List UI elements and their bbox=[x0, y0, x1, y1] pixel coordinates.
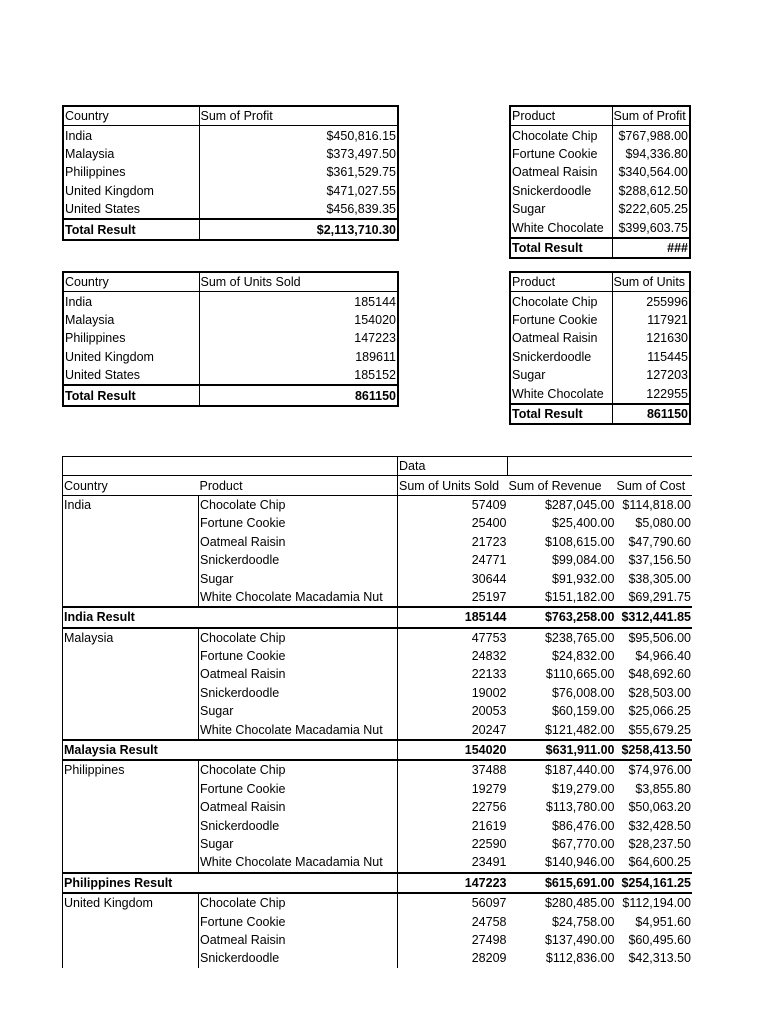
units-cell: 189611 bbox=[199, 348, 398, 366]
column-header: Sum of Profit bbox=[199, 106, 398, 126]
revenue-cell: $113,780.00 bbox=[545, 800, 615, 815]
empty-cell bbox=[508, 457, 693, 476]
revenue-cell: $140,946.00 bbox=[544, 855, 615, 870]
profit-by-country-table bbox=[62, 105, 399, 241]
country-cell: United States bbox=[65, 368, 141, 383]
table-row bbox=[510, 163, 690, 181]
profit-cell: $340,564.00 bbox=[612, 163, 690, 181]
group-result-row bbox=[63, 607, 693, 627]
table-header-row bbox=[63, 272, 398, 292]
group-result-label: Malaysia Result bbox=[63, 740, 398, 760]
product-cell: Snickerdoodle bbox=[512, 183, 592, 198]
revenue-cell: $24,832.00 bbox=[551, 649, 615, 664]
table-row bbox=[63, 126, 398, 145]
table-row bbox=[510, 200, 690, 218]
units-cell: 255996 bbox=[612, 292, 690, 311]
group-result-units: 185144 bbox=[398, 607, 508, 627]
units-cell: 22756 bbox=[398, 798, 508, 816]
table-header-row bbox=[510, 106, 690, 126]
table-row bbox=[510, 311, 690, 329]
table-row bbox=[63, 329, 398, 347]
cost-cell: $64,600.25 bbox=[628, 855, 691, 870]
group-result-units: 154020 bbox=[398, 740, 508, 760]
units-cell: 147223 bbox=[199, 329, 398, 347]
column-header: Sum of Units Sold bbox=[199, 272, 398, 292]
revenue-cell: $137,490.00 bbox=[544, 932, 615, 947]
column-header: Sum of Cost bbox=[616, 476, 693, 495]
revenue-cell: $121,482.00 bbox=[544, 722, 615, 737]
revenue-cell: $110,665.00 bbox=[545, 667, 615, 682]
product-cell: Chocolate Chip bbox=[199, 760, 398, 779]
table-row bbox=[510, 145, 690, 163]
table-row bbox=[63, 853, 693, 872]
table-row bbox=[63, 647, 693, 665]
total-value: 861150 bbox=[199, 385, 398, 405]
cost-cell: $95,506.00 bbox=[616, 628, 693, 647]
revenue-cell: $60,159.00 bbox=[551, 704, 615, 719]
units-cell: 25400 bbox=[398, 514, 508, 532]
empty-cell bbox=[63, 912, 199, 930]
table-row bbox=[63, 569, 693, 587]
country-cell: Philippines bbox=[65, 331, 126, 346]
units-cell: 185152 bbox=[199, 366, 398, 385]
group-result-cost: $258,413.50 bbox=[616, 740, 693, 760]
table-row bbox=[510, 182, 690, 200]
product-cell: Snickerdoodle bbox=[199, 551, 398, 569]
product-cell: White Chocolate Macadamia Nut bbox=[199, 588, 398, 607]
profit-cell: $222,605.25 bbox=[612, 200, 690, 218]
empty-cell bbox=[63, 588, 199, 607]
total-label: Total Result bbox=[510, 238, 612, 258]
table-row bbox=[63, 628, 693, 647]
country-cell: United States bbox=[65, 202, 141, 217]
revenue-cell: $91,932.00 bbox=[551, 571, 615, 586]
empty-cell bbox=[199, 457, 398, 476]
cost-cell: $114,818.00 bbox=[622, 497, 691, 512]
table-header-row bbox=[63, 476, 693, 495]
group-result-row bbox=[63, 740, 693, 760]
total-value: $2,113,710.30 bbox=[199, 219, 398, 239]
product-cell: Sugar bbox=[512, 368, 546, 383]
country-cell: Malaysia bbox=[63, 628, 199, 647]
empty-cell bbox=[63, 931, 199, 949]
table-row bbox=[63, 514, 693, 532]
data-label: Data bbox=[398, 457, 508, 476]
product-cell: Chocolate Chip bbox=[199, 628, 398, 647]
cost-cell: $37,156.50 bbox=[628, 553, 691, 568]
cost-cell: $5,080.00 bbox=[635, 516, 691, 531]
data-label-row bbox=[63, 457, 693, 476]
profit-cell: $399,603.75 bbox=[612, 218, 690, 237]
units-cell: 37488 bbox=[398, 760, 508, 779]
cost-cell: $48,692.60 bbox=[628, 667, 691, 682]
product-cell: White Chocolate Macadamia Nut bbox=[199, 853, 398, 872]
product-cell: Fortune Cookie bbox=[199, 780, 398, 798]
group-result-label: India Result bbox=[63, 607, 398, 627]
revenue-cell: $108,615.00 bbox=[544, 534, 615, 549]
group-result-units: 147223 bbox=[398, 873, 508, 893]
country-cell: United Kingdom bbox=[65, 349, 154, 364]
table-row bbox=[63, 495, 693, 514]
cost-cell: $4,951.60 bbox=[635, 914, 691, 929]
cost-cell: $38,305.00 bbox=[628, 571, 691, 586]
units-cell: 19279 bbox=[398, 780, 508, 798]
total-value: ### bbox=[612, 238, 690, 258]
table-row bbox=[63, 798, 693, 816]
column-header: Sum of Revenue bbox=[508, 476, 616, 495]
units-cell: 22133 bbox=[398, 665, 508, 683]
column-header: Country bbox=[63, 476, 199, 495]
table-row bbox=[63, 780, 693, 798]
product-cell: Sugar bbox=[199, 569, 398, 587]
group-result-revenue: $763,258.00 bbox=[508, 607, 616, 627]
table-row bbox=[63, 588, 693, 607]
table-row bbox=[63, 893, 693, 912]
table-row bbox=[63, 816, 693, 834]
column-header: Product bbox=[199, 476, 398, 495]
empty-cell bbox=[63, 702, 199, 720]
cost-cell: $55,679.25 bbox=[628, 722, 691, 737]
product-cell: Oatmeal Raisin bbox=[199, 665, 398, 683]
total-row bbox=[510, 404, 690, 424]
country-cell: Philippines bbox=[63, 760, 199, 779]
cost-cell: $47,790.60 bbox=[628, 534, 691, 549]
revenue-cell: $287,045.00 bbox=[544, 497, 615, 512]
product-cell: Snickerdoodle bbox=[199, 949, 398, 967]
revenue-cell: $25,400.00 bbox=[551, 516, 615, 531]
country-cell: Malaysia bbox=[65, 146, 115, 161]
cost-cell: $32,428.50 bbox=[628, 818, 691, 833]
empty-cell bbox=[63, 780, 199, 798]
country-cell: Philippines bbox=[65, 165, 126, 180]
table-row bbox=[63, 348, 398, 366]
table-row bbox=[63, 292, 398, 311]
table-row bbox=[510, 126, 690, 145]
table-row bbox=[510, 384, 690, 403]
table-row bbox=[63, 912, 693, 930]
units-cell: 19002 bbox=[398, 684, 508, 702]
profit-cell: $471,027.55 bbox=[199, 182, 398, 200]
revenue-cell: $99,084.00 bbox=[551, 553, 615, 568]
column-header: Country bbox=[65, 109, 109, 124]
table-row bbox=[63, 949, 693, 967]
units-cell: 47753 bbox=[398, 628, 508, 647]
product-cell: Sugar bbox=[199, 835, 398, 853]
table-row bbox=[63, 551, 693, 569]
profit-cell: $450,816.15 bbox=[199, 126, 398, 145]
profit-cell: $373,497.50 bbox=[199, 145, 398, 163]
profit-by-product-table bbox=[509, 105, 691, 259]
total-row bbox=[510, 238, 690, 258]
product-cell: Snickerdoodle bbox=[199, 684, 398, 702]
product-cell: Sugar bbox=[199, 702, 398, 720]
country-cell: Malaysia bbox=[65, 312, 115, 327]
units-cell: 21723 bbox=[398, 533, 508, 551]
empty-cell bbox=[63, 514, 199, 532]
units-cell: 117921 bbox=[612, 311, 690, 329]
table-header-row bbox=[510, 272, 690, 292]
revenue-cell: $67,770.00 bbox=[551, 837, 615, 851]
country-cell: India bbox=[63, 126, 199, 145]
product-cell: Chocolate Chip bbox=[199, 495, 398, 514]
cost-cell: $28,237.50 bbox=[628, 837, 691, 851]
revenue-cell: $238,765.00 bbox=[508, 628, 616, 647]
column-header: Country bbox=[65, 275, 109, 290]
table-header-row bbox=[63, 106, 398, 126]
empty-cell bbox=[63, 853, 199, 872]
table-row bbox=[63, 145, 398, 163]
product-cell: Chocolate Chip bbox=[199, 893, 398, 912]
cost-cell: $112,194.00 bbox=[616, 893, 693, 912]
table-row bbox=[63, 366, 398, 385]
empty-cell bbox=[63, 665, 199, 683]
total-row bbox=[63, 385, 398, 405]
total-label: Total Result bbox=[63, 385, 199, 405]
table-row bbox=[63, 665, 693, 683]
empty-cell bbox=[63, 949, 199, 967]
profit-cell: $361,529.75 bbox=[199, 163, 398, 181]
cost-cell: $4,966.40 bbox=[635, 649, 691, 664]
revenue-cell: $187,440.00 bbox=[508, 760, 616, 779]
product-cell: White Chocolate Macadamia Nut bbox=[199, 720, 398, 739]
empty-cell bbox=[63, 569, 199, 587]
table-row bbox=[510, 218, 690, 237]
product-cell: Chocolate Chip bbox=[510, 292, 612, 311]
units-cell: 56097 bbox=[398, 893, 508, 912]
group-result-revenue: $615,691.00 bbox=[508, 873, 616, 893]
total-row bbox=[63, 219, 398, 239]
product-cell: Fortune Cookie bbox=[512, 146, 598, 161]
table-row bbox=[510, 329, 690, 347]
product-cell: Fortune Cookie bbox=[512, 312, 598, 327]
product-cell: Oatmeal Raisin bbox=[199, 798, 398, 816]
units-cell: 20247 bbox=[398, 720, 508, 739]
column-header: Product bbox=[512, 109, 556, 124]
cost-cell: $69,291.75 bbox=[628, 589, 691, 604]
column-header: Sum of Profit bbox=[612, 106, 690, 126]
empty-cell bbox=[63, 816, 199, 834]
group-result-row bbox=[63, 873, 693, 893]
empty-cell bbox=[63, 835, 199, 853]
country-cell: India bbox=[64, 497, 92, 512]
group-result-label: Philippines Result bbox=[63, 873, 398, 893]
column-header: Sum of Units bbox=[612, 272, 690, 292]
product-cell: Snickerdoodle bbox=[512, 349, 592, 364]
column-header: Product bbox=[512, 275, 556, 290]
group-result-cost: $312,441.85 bbox=[616, 607, 693, 627]
cost-cell: $3,855.80 bbox=[635, 781, 691, 796]
product-cell: Chocolate Chip bbox=[510, 126, 612, 145]
product-cell: Fortune Cookie bbox=[199, 514, 398, 532]
detail-pivot-table bbox=[62, 456, 692, 968]
units-cell: 122955 bbox=[612, 384, 690, 403]
product-cell: Snickerdoodle bbox=[199, 816, 398, 834]
units-cell: 121630 bbox=[612, 329, 690, 347]
empty-cell bbox=[63, 533, 199, 551]
units-cell: 185144 bbox=[199, 292, 398, 311]
units-cell: 154020 bbox=[199, 311, 398, 329]
product-cell: Fortune Cookie bbox=[199, 647, 398, 665]
empty-cell bbox=[63, 457, 199, 476]
product-cell: White Chocolate bbox=[512, 386, 604, 401]
table-row bbox=[63, 702, 693, 720]
units-cell: 127203 bbox=[612, 366, 690, 384]
units-cell: 57409 bbox=[398, 495, 508, 514]
units-cell: 27498 bbox=[398, 931, 508, 949]
units-cell: 24832 bbox=[398, 647, 508, 665]
table-row bbox=[63, 684, 693, 702]
table-row bbox=[63, 720, 693, 739]
units-cell: 30644 bbox=[398, 569, 508, 587]
table-row bbox=[63, 533, 693, 551]
empty-cell bbox=[63, 798, 199, 816]
total-label: Total Result bbox=[510, 404, 612, 424]
group-result-cost: $254,161.25 bbox=[616, 873, 693, 893]
total-label: Total Result bbox=[63, 219, 199, 239]
cost-cell: $50,063.20 bbox=[628, 800, 691, 815]
column-header: Sum of Units Sold bbox=[398, 476, 508, 495]
empty-cell bbox=[63, 720, 199, 739]
units-cell: 21619 bbox=[398, 816, 508, 834]
units-cell: 25197 bbox=[398, 588, 508, 607]
product-cell: Oatmeal Raisin bbox=[199, 533, 398, 551]
table-row bbox=[63, 760, 693, 779]
profit-cell: $456,839.35 bbox=[199, 200, 398, 219]
units-cell: 115445 bbox=[612, 348, 690, 366]
cost-cell: $25,066.25 bbox=[628, 704, 691, 719]
table-row bbox=[63, 931, 693, 949]
empty-cell bbox=[63, 647, 199, 665]
group-result-revenue: $631,911.00 bbox=[508, 740, 616, 760]
revenue-cell: $151,182.00 bbox=[544, 589, 615, 604]
revenue-cell: $24,758.00 bbox=[551, 914, 615, 929]
revenue-cell: $112,836.00 bbox=[545, 951, 615, 966]
units-cell: 23491 bbox=[398, 853, 508, 872]
profit-cell: $288,612.50 bbox=[612, 182, 690, 200]
units-by-country-table bbox=[62, 271, 399, 407]
product-cell: Oatmeal Raisin bbox=[512, 165, 598, 180]
units-cell: 24771 bbox=[398, 551, 508, 569]
country-cell: India bbox=[63, 292, 199, 311]
table-row bbox=[63, 163, 398, 181]
total-value: 861150 bbox=[612, 404, 690, 424]
cost-cell: $28,503.00 bbox=[628, 685, 691, 700]
units-cell: 20053 bbox=[398, 702, 508, 720]
cost-cell: $60,495.60 bbox=[628, 932, 691, 947]
table-row bbox=[63, 182, 398, 200]
units-cell: 22590 bbox=[398, 835, 508, 853]
table-row bbox=[510, 348, 690, 366]
product-cell: Sugar bbox=[512, 202, 546, 217]
profit-cell: $94,336.80 bbox=[612, 145, 690, 163]
country-cell: United Kingdom bbox=[63, 893, 199, 912]
revenue-cell: $86,476.00 bbox=[551, 818, 615, 833]
table-row bbox=[63, 311, 398, 329]
revenue-cell: $19,279.00 bbox=[551, 781, 615, 796]
revenue-cell: $280,485.00 bbox=[508, 893, 616, 912]
empty-cell bbox=[63, 684, 199, 702]
country-cell: United Kingdom bbox=[65, 183, 154, 198]
empty-cell bbox=[63, 551, 199, 569]
table-row bbox=[63, 835, 693, 853]
table-row bbox=[510, 366, 690, 384]
table-row bbox=[63, 200, 398, 219]
profit-cell: $767,988.00 bbox=[612, 126, 690, 145]
units-by-product-table bbox=[509, 271, 691, 425]
product-cell: Fortune Cookie bbox=[199, 912, 398, 930]
revenue-cell: $76,008.00 bbox=[551, 685, 615, 700]
cost-cell: $74,976.00 bbox=[616, 760, 693, 779]
product-cell: White Chocolate bbox=[512, 220, 604, 235]
product-cell: Oatmeal Raisin bbox=[199, 931, 398, 949]
product-cell: Oatmeal Raisin bbox=[512, 331, 598, 346]
table-row bbox=[510, 292, 690, 311]
cost-cell: $42,313.50 bbox=[628, 951, 691, 966]
units-cell: 28209 bbox=[398, 949, 508, 967]
units-cell: 24758 bbox=[398, 912, 508, 930]
